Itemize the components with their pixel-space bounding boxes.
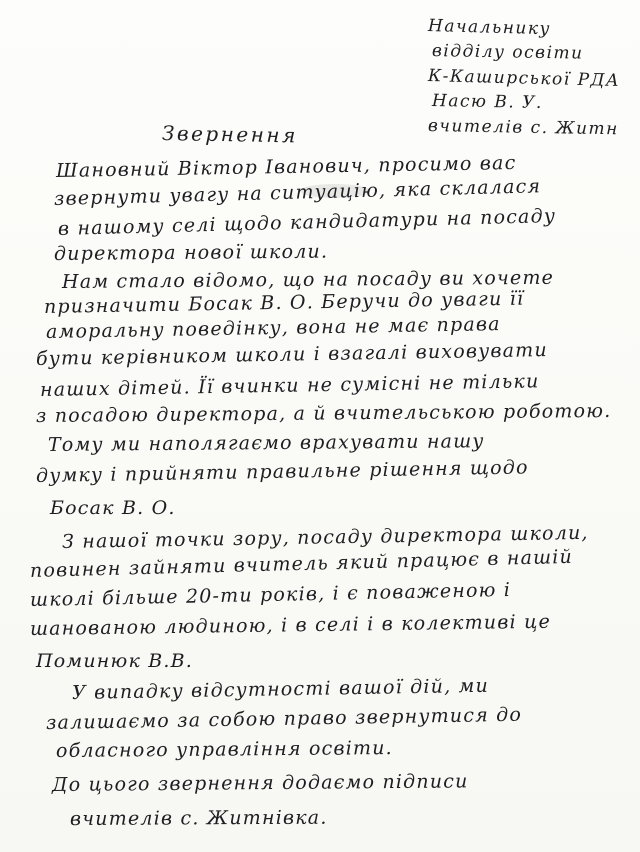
body-line: призначити Босак В. О. Беручи до уваги її (43, 287, 525, 318)
body-line: Поминюк В.В. (36, 650, 194, 672)
body-line: Босак В. О. (50, 497, 176, 519)
body-line: залишаємо за собою право звернутися до (45, 703, 523, 734)
body-line: До цього звернення додаємо підписи (51, 770, 469, 796)
body-line: звернути увагу на ситуацію, яка склалася (53, 175, 542, 210)
body-line: з посадою директора, а й вчительською роботою. (35, 399, 612, 427)
addressee-line: вчителів с. Житн (427, 116, 620, 140)
body-line: обласного управління освіти. (55, 737, 393, 762)
body-line: шанованою людиною, і в селі і в колективі це (29, 610, 552, 640)
addressee-line: відділу освіти (431, 41, 584, 64)
body-line: аморальну поведінку, вона не має права (45, 313, 501, 343)
body-line: повинен зайняти вчитель який працює в нашій (29, 545, 574, 582)
addressee-line: К-Каширської РДА (427, 66, 621, 92)
body-line: У випадку відсутності вашої дій, ми (71, 674, 490, 704)
addressee-line: Насю В. У. (431, 91, 544, 113)
body-line: наших дітей. Її вчинки не сумісні не тільки (39, 370, 540, 401)
letter-title: Звернення (161, 121, 299, 148)
body-line: директора нової школи. (53, 240, 329, 265)
body-line: З нашої точки зору, посаду директора школи, (61, 521, 589, 553)
body-line: Нам стало відомо, що на посаду ви хочете (61, 266, 555, 293)
body-line: бути керівником школи і взагалі виховувати (35, 339, 548, 370)
body-line: Шановний Віктор Іванович, просимо вас (55, 151, 517, 182)
body-line: думку і прийняти правильне рішення щодо (35, 456, 529, 487)
body-line: в нашому селі щодо кандидатури на посаду (57, 204, 557, 240)
body-line: Тому ми наполягаємо врахувати нашу (47, 430, 485, 456)
addressee-line: Начальнику (427, 16, 552, 40)
body-line: школі більше 20-ти років, і є поваженою і (29, 578, 512, 611)
body-line: вчителів с. Житнівка. (69, 806, 328, 830)
